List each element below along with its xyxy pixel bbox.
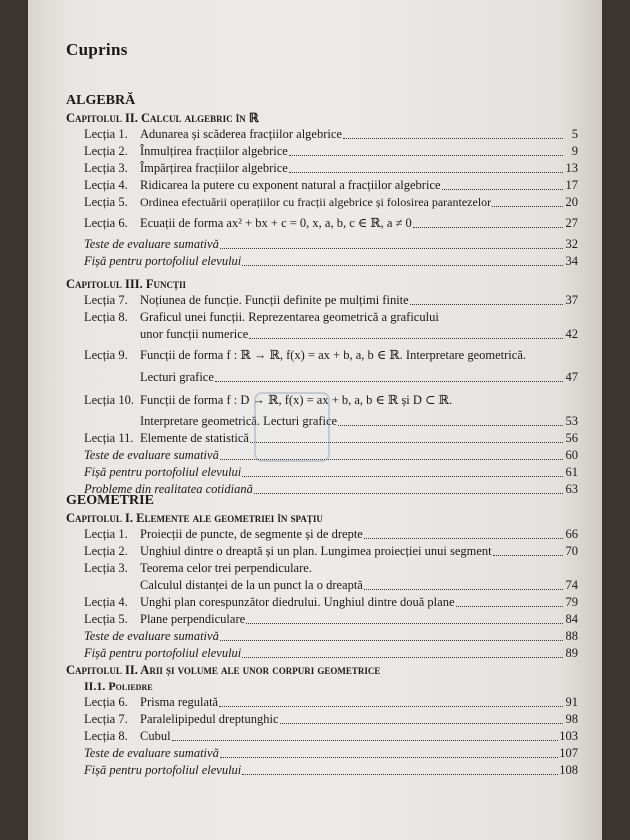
page-number: 42 bbox=[565, 327, 578, 341]
lesson-title: Prisma regulată bbox=[140, 695, 219, 709]
chapter-3-section bbox=[66, 276, 578, 498]
lesson-label: Lecția 3. bbox=[84, 561, 128, 575]
leader-dots bbox=[242, 774, 558, 775]
page-number: 34 bbox=[565, 254, 578, 268]
extra-title: Teste de evaluare sumativă bbox=[84, 448, 219, 462]
toc-entry[interactable] bbox=[66, 728, 578, 745]
page-number: 47 bbox=[565, 370, 578, 384]
lesson-label: Lecția 6. bbox=[84, 695, 128, 709]
lesson-title: Împărțirea fracțiilor algebrice bbox=[140, 161, 288, 175]
toc-entry[interactable] bbox=[66, 745, 578, 762]
page-number: 17 bbox=[565, 178, 578, 192]
lesson-label: Lecția 4. bbox=[84, 595, 128, 609]
lesson-label: Lecția 8. bbox=[84, 729, 128, 743]
page-number: 27 bbox=[565, 216, 578, 230]
toc-entry[interactable] bbox=[66, 253, 578, 270]
leader-dots bbox=[492, 206, 563, 207]
chapter-title: Capitolul III. Funcții bbox=[66, 277, 186, 291]
leader-dots bbox=[289, 155, 563, 156]
toc-entry[interactable] bbox=[66, 464, 578, 481]
lesson-title: Cubul bbox=[140, 729, 171, 743]
lesson-title: Adunarea și scăderea fracțiilor algebrice bbox=[140, 127, 342, 141]
chapter-title: Capitolul I. Elemente ale geometriei în spațiu bbox=[66, 511, 323, 525]
toc-entry[interactable] bbox=[66, 143, 578, 160]
lesson-title-cont: Lecturi grafice bbox=[140, 370, 214, 384]
page-number: 66 bbox=[565, 527, 578, 541]
lesson-label: Lecția 10. bbox=[84, 393, 134, 407]
toc-entry[interactable] bbox=[66, 594, 578, 611]
toc-entry-continuation[interactable] bbox=[66, 577, 578, 594]
page-number: 5 bbox=[571, 127, 578, 141]
toc-entry[interactable] bbox=[66, 611, 578, 628]
toc-entry-continuation[interactable] bbox=[66, 369, 578, 386]
lesson-title: Funcții de forma f : ℝ → ℝ, f(x) = ax + b, a, b ∈ ℝ. Interpretare geometrică. bbox=[140, 348, 526, 362]
lesson-label: Lecția 3. bbox=[84, 161, 128, 175]
lesson-title: Graficul unei funcții. Reprezentarea geometrică a graficului bbox=[140, 310, 439, 324]
page-number: 9 bbox=[571, 144, 578, 158]
lesson-label: Lecția 7. bbox=[84, 293, 128, 307]
lesson-label: Lecția 6. bbox=[84, 216, 128, 230]
leader-dots bbox=[219, 706, 563, 707]
leader-dots bbox=[280, 723, 563, 724]
page-number: 98 bbox=[565, 712, 578, 726]
toc-entry[interactable] bbox=[66, 560, 578, 577]
lesson-title: Paralelipipedul dreptunghic bbox=[140, 712, 279, 726]
toc-entry[interactable] bbox=[66, 236, 578, 253]
lesson-title: Înmulțirea fracțiilor algebrice bbox=[140, 144, 288, 158]
geometry-heading: GEOMETRIE bbox=[66, 493, 154, 508]
extra-title: Teste de evaluare sumativă bbox=[84, 237, 219, 251]
algebra-heading: ALGEBRĂ bbox=[66, 93, 136, 108]
leader-dots bbox=[410, 304, 563, 305]
lesson-label: Lecția 1. bbox=[84, 527, 128, 541]
toc-entry[interactable] bbox=[66, 543, 578, 560]
leader-dots bbox=[242, 265, 563, 266]
page-number: 13 bbox=[565, 161, 578, 175]
lesson-title-cont: Interpretare geometrică. Lecturi grafice bbox=[140, 414, 338, 428]
page-number: 20 bbox=[565, 195, 578, 209]
page-number: 63 bbox=[565, 482, 578, 496]
toc-entry[interactable] bbox=[66, 347, 578, 364]
page-number: 53 bbox=[565, 414, 578, 428]
lesson-label: Lecția 1. bbox=[84, 127, 128, 141]
page-number: 89 bbox=[565, 646, 578, 660]
lesson-title-cont: unor funcții numerice bbox=[140, 327, 249, 341]
leader-dots bbox=[246, 623, 563, 624]
lesson-title: Funcții de forma f : D → ℝ, f(x) = ax + b, a, b ∈ ℝ și D ⊂ ℝ. bbox=[140, 393, 453, 407]
page-number: 74 bbox=[565, 578, 578, 592]
lesson-title: Noțiunea de funcție. Funcții definite pe mulțimi finite bbox=[140, 293, 409, 307]
book-page bbox=[28, 0, 602, 840]
leader-dots bbox=[172, 740, 559, 741]
leader-dots bbox=[249, 338, 563, 339]
toc-entry-continuation[interactable] bbox=[66, 326, 578, 343]
leader-dots bbox=[338, 425, 563, 426]
lesson-title: Unghiul dintre o dreaptă și un plan. Lungimea proiecției unui segment bbox=[140, 544, 492, 558]
page-number: 107 bbox=[559, 746, 578, 760]
watermark-logo bbox=[254, 392, 330, 462]
leader-dots bbox=[220, 248, 563, 249]
lesson-title: Ordinea efectuării operațiilor cu fracții algebrice și folosirea parantezelor bbox=[140, 195, 492, 209]
lesson-label: Lecția 2. bbox=[84, 544, 128, 558]
toc-entry[interactable] bbox=[66, 694, 578, 711]
lesson-label: Lecția 2. bbox=[84, 144, 128, 158]
lesson-title: Ridicarea la putere cu exponent natural a fracțiilor algebrice bbox=[140, 178, 441, 192]
lesson-title-cont: Calculul distanței de la un punct la o dreaptă bbox=[140, 578, 363, 592]
toc-entry[interactable] bbox=[66, 126, 578, 143]
toc-entry[interactable] bbox=[66, 526, 578, 543]
page-title: Cuprins bbox=[66, 40, 128, 59]
page-number: 56 bbox=[565, 431, 578, 445]
leader-dots bbox=[442, 189, 563, 190]
page-number: 70 bbox=[565, 544, 578, 558]
leader-dots bbox=[364, 538, 563, 539]
toc-entry[interactable] bbox=[66, 309, 578, 326]
page-number: 84 bbox=[565, 612, 578, 626]
lesson-label: Lecția 7. bbox=[84, 712, 128, 726]
lesson-label: Lecția 5. bbox=[84, 612, 128, 626]
geometry-section bbox=[66, 492, 578, 662]
lesson-title: Elemente de statistică bbox=[140, 431, 249, 445]
page-number: 61 bbox=[565, 465, 578, 479]
extra-title: Fișă pentru portofoliul elevului bbox=[84, 763, 242, 777]
leader-dots bbox=[220, 757, 558, 758]
page-number: 91 bbox=[565, 695, 578, 709]
toc-entry[interactable] bbox=[66, 177, 578, 194]
leader-dots bbox=[493, 555, 563, 556]
page-number: 32 bbox=[565, 237, 578, 251]
leader-dots bbox=[220, 640, 563, 641]
chapter-title: Capitolul II. Calcul algebric în ℝ bbox=[66, 111, 259, 125]
lesson-label: Lecția 5. bbox=[84, 195, 128, 209]
extra-title: Probleme din realitatea cotidiană bbox=[84, 482, 253, 496]
leader-dots bbox=[343, 138, 563, 139]
geometry-chapter-2-section bbox=[66, 662, 578, 779]
toc-entry[interactable] bbox=[66, 762, 578, 779]
page-number: 88 bbox=[565, 629, 578, 643]
algebra-section bbox=[66, 92, 578, 270]
extra-title: Fișă pentru portofoliul elevului bbox=[84, 646, 242, 660]
page-number: 79 bbox=[565, 595, 578, 609]
page-number: 37 bbox=[565, 293, 578, 307]
leader-dots bbox=[413, 227, 563, 228]
toc-entry[interactable] bbox=[66, 194, 578, 211]
leader-dots bbox=[242, 476, 563, 477]
extra-title: Fișă pentru portofoliul elevului bbox=[84, 465, 242, 479]
page-number: 60 bbox=[565, 448, 578, 462]
toc-entry[interactable] bbox=[66, 711, 578, 728]
lesson-title: Plane perpendiculare bbox=[140, 612, 246, 626]
lesson-label: Lecția 4. bbox=[84, 178, 128, 192]
lesson-title: Proiecții de puncte, de segmente și de drepte bbox=[140, 527, 363, 541]
lesson-title: Teorema celor trei perpendiculare. bbox=[140, 561, 312, 575]
chapter-title: Capitolul II. Arii și volume ale unor corpuri geometrice bbox=[66, 663, 381, 677]
page-number: 103 bbox=[559, 729, 578, 743]
page-number: 108 bbox=[559, 763, 578, 777]
toc-entry[interactable] bbox=[66, 215, 578, 232]
subchapter-title: II.1. Poliedre bbox=[84, 679, 153, 693]
extra-title: Teste de evaluare sumativă bbox=[84, 629, 219, 643]
extra-title: Fișă pentru portofoliul elevului bbox=[84, 254, 242, 268]
leader-dots bbox=[215, 381, 563, 382]
toc-entry[interactable] bbox=[66, 292, 578, 309]
lesson-label: Lecția 9. bbox=[84, 348, 128, 362]
leader-dots bbox=[242, 657, 563, 658]
lesson-label: Lecția 8. bbox=[84, 310, 128, 324]
toc-entry[interactable] bbox=[66, 645, 578, 662]
toc-entry[interactable] bbox=[66, 628, 578, 645]
lesson-title: Ecuații de forma ax² + bx + c = 0, x, a, b, c ∈ ℝ, a ≠ 0 bbox=[140, 216, 412, 230]
lesson-title: Unghi plan corespunzător diedrului. Unghiul dintre două plane bbox=[140, 595, 455, 609]
toc-entry[interactable] bbox=[66, 160, 578, 177]
lesson-label: Lecția 11. bbox=[84, 431, 134, 445]
leader-dots bbox=[456, 606, 563, 607]
leader-dots bbox=[289, 172, 563, 173]
leader-dots bbox=[364, 589, 563, 590]
extra-title: Teste de evaluare sumativă bbox=[84, 746, 219, 760]
